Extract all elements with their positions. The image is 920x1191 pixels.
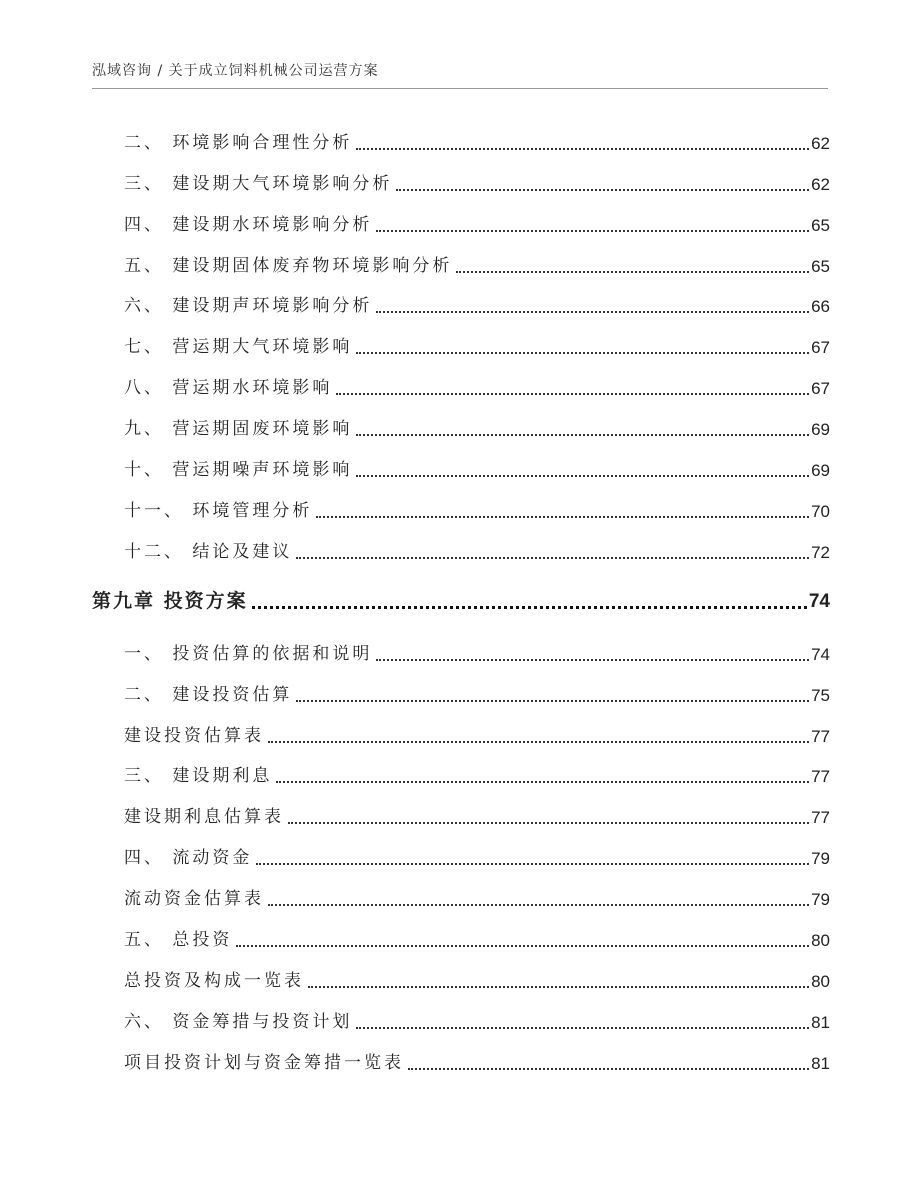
toc-page-number: 62	[811, 174, 830, 194]
toc-page-number: 81	[811, 1053, 830, 1073]
toc-entry[interactable]	[92, 751, 830, 792]
toc-leader-dots	[276, 781, 809, 783]
toc-entry-title: 六、 资金筹措与投资计划	[124, 1011, 353, 1032]
toc-entry-title: 建设投资估算表	[124, 725, 264, 746]
toc-entry[interactable]	[92, 485, 830, 526]
toc-page-number: 74	[811, 644, 830, 664]
toc-page-number: 75	[811, 685, 830, 705]
toc-entry[interactable]	[92, 619, 830, 669]
toc-leader-dots	[356, 352, 809, 354]
toc-leader-dots	[288, 822, 809, 824]
toc-entry-title: 四、 流动资金	[124, 848, 253, 869]
toc-entry[interactable]	[92, 710, 830, 751]
toc-entry-title: 五、 建设期固体废弃物环境影响分析	[124, 255, 453, 276]
toc-leader-dots	[316, 516, 809, 518]
toc-entry[interactable]	[92, 873, 830, 914]
toc-leader-dots	[296, 557, 809, 559]
toc-page-number: 80	[811, 931, 830, 951]
toc-entry-title: 十二、 结论及建议	[124, 541, 293, 562]
toc-entry-title: 四、 建设期水环境影响分析	[124, 214, 373, 235]
toc-leader-dots	[356, 148, 809, 150]
toc-leader-dots	[376, 230, 809, 232]
header-divider	[92, 88, 828, 89]
toc-page-number: 69	[811, 461, 830, 481]
toc-chapter-entry[interactable]	[92, 567, 830, 619]
toc-entry-title: 建设期利息估算表	[124, 807, 284, 828]
table-of-contents	[92, 117, 830, 1078]
toc-page-number: 70	[811, 501, 830, 521]
toc-page-number: 72	[811, 542, 830, 562]
toc-entry[interactable]	[92, 526, 830, 567]
toc-page-number: 77	[811, 808, 830, 828]
toc-page-number: 67	[811, 338, 830, 358]
toc-leader-dots	[356, 475, 809, 477]
toc-leader-dots	[336, 393, 809, 395]
toc-entry[interactable]	[92, 362, 830, 403]
toc-entry[interactable]	[92, 669, 830, 710]
toc-entry[interactable]	[92, 281, 830, 322]
toc-leader-dots	[252, 606, 807, 609]
toc-page-number: 77	[811, 767, 830, 787]
toc-entry[interactable]	[92, 240, 830, 281]
toc-entry-title: 二、 建设投资估算	[124, 684, 293, 705]
toc-leader-dots	[256, 863, 809, 865]
running-header: 泓域咨询 / 关于成立饲料机械公司运营方案	[92, 63, 379, 79]
toc-entry-title: 二、 环境影响合理性分析	[124, 132, 353, 153]
toc-entry[interactable]	[92, 444, 830, 485]
toc-entry-title: 十、 营运期噪声环境影响	[124, 460, 353, 481]
toc-entry-title: 总投资及构成一览表	[124, 970, 304, 991]
toc-page-number: 79	[811, 890, 830, 910]
toc-leader-dots	[268, 904, 809, 906]
toc-leader-dots	[356, 1027, 809, 1029]
toc-leader-dots	[356, 434, 809, 436]
toc-page-number: 65	[811, 256, 830, 276]
toc-entry-title: 十一、 环境管理分析	[124, 500, 313, 521]
toc-entry[interactable]	[92, 158, 830, 199]
toc-page-number: 69	[811, 420, 830, 440]
toc-page-number: 81	[811, 1012, 830, 1032]
toc-entry[interactable]	[92, 117, 830, 158]
toc-entry-title: 九、 营运期固废环境影响	[124, 419, 353, 440]
toc-entry[interactable]	[92, 996, 830, 1037]
toc-page-number: 67	[811, 379, 830, 399]
toc-entry-title: 项目投资计划与资金筹措一览表	[124, 1052, 404, 1073]
toc-page-number: 80	[811, 971, 830, 991]
toc-entry[interactable]	[92, 321, 830, 362]
toc-leader-dots	[268, 741, 809, 743]
toc-entry-title: 三、 建设期利息	[124, 766, 273, 787]
toc-leader-dots	[396, 189, 809, 191]
toc-entry[interactable]	[92, 955, 830, 996]
toc-page-number: 77	[811, 726, 830, 746]
toc-leader-dots	[456, 271, 809, 273]
toc-entry-title: 七、 营运期大气环境影响	[124, 337, 353, 358]
toc-entry-title: 一、 投资估算的依据和说明	[124, 643, 373, 664]
toc-leader-dots	[408, 1068, 809, 1070]
toc-page-number: 74	[808, 590, 830, 612]
toc-page-number: 79	[811, 849, 830, 869]
toc-entry-title: 三、 建设期大气环境影响分析	[124, 173, 393, 194]
toc-entry[interactable]	[92, 403, 830, 444]
toc-leader-dots	[236, 945, 809, 947]
toc-leader-dots	[376, 311, 809, 313]
toc-entry-title: 流动资金估算表	[124, 889, 264, 910]
toc-entry[interactable]	[92, 832, 830, 873]
toc-page-number: 62	[811, 133, 830, 153]
toc-leader-dots	[308, 986, 809, 988]
toc-entry[interactable]	[92, 199, 830, 240]
toc-entry-title: 第九章 投资方案	[92, 589, 248, 612]
toc-page-number: 66	[811, 297, 830, 317]
toc-page-number: 65	[811, 215, 830, 235]
toc-leader-dots	[296, 700, 809, 702]
toc-entry-title: 五、 总投资	[124, 930, 233, 951]
toc-entry[interactable]	[92, 1037, 830, 1078]
toc-leader-dots	[376, 659, 809, 661]
toc-entry-title: 八、 营运期水环境影响	[124, 378, 333, 399]
toc-entry-title: 六、 建设期声环境影响分析	[124, 296, 373, 317]
toc-entry[interactable]	[92, 914, 830, 955]
toc-entry[interactable]	[92, 791, 830, 832]
